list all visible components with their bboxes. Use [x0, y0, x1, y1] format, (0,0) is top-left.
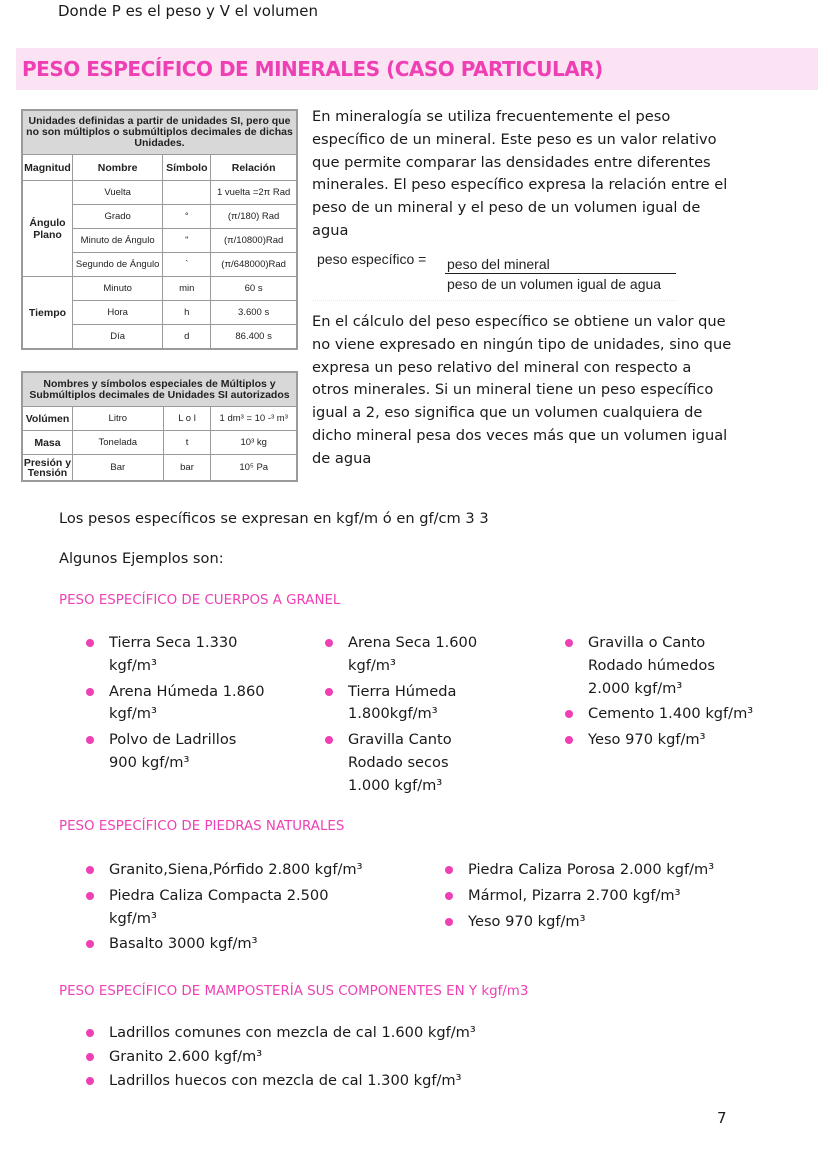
list-item: Gravilla Canto Rodado secos 1.000 kgf/m³: [324, 729, 494, 797]
table1-cell: 60 s: [211, 277, 297, 301]
list-item: Ladrillos comunes con mezcla de cal 1.600 kgf/m³: [85, 1022, 685, 1045]
si-units-table: [22, 110, 297, 349]
units-line: Los pesos específicos se expresan en kgf/m ó en gf/cm 3 3: [59, 510, 489, 527]
table1-cell: h: [163, 301, 211, 325]
specific-weight-formula: [313, 248, 676, 301]
section-title: PESO ESPECÍFICO DE MINERALES (CASO PARTICULAR): [22, 57, 603, 81]
table2-cell: Bar: [72, 455, 163, 481]
table2-cell: 10³ kg: [211, 431, 297, 455]
list-item: Tierra Seca 1.330 kgf/m³: [85, 632, 265, 678]
list-item: Gravilla o Canto Rodado húmedos 2.000 kgf/m³: [564, 632, 754, 700]
table1-caption: Unidades definidas a partir de unidades SI, pero que no son múltiplos o submúltiplos decimales de dichas Unidades.: [23, 111, 297, 155]
list-item: Arena Húmeda 1.860 kgf/m³: [85, 681, 265, 727]
table2-cell: t: [163, 431, 211, 455]
list-item: Granito,Siena,Pórfido 2.800 kgf/m³: [85, 859, 375, 882]
list-item: Mármol, Pizarra 2.700 kgf/m³: [444, 885, 734, 908]
subtitle-bulk-materials: PESO ESPECÍFICO DE CUERPOS A GRANEL: [59, 593, 341, 608]
table1-cell: ": [163, 229, 211, 253]
stones-list-col1: [85, 859, 375, 959]
subtitle-natural-stones: PESO ESPECÍFICO DE PIEDRAS NATURALES: [59, 819, 345, 834]
list-item: Piedra Caliza Compacta 2.500 kgf/m³: [85, 885, 375, 931]
table1-cell: 1 vuelta =2π Rad: [211, 181, 297, 205]
list-item: Tierra Húmeda 1.800kgf/m³: [324, 681, 494, 727]
table1-cell: Minuto: [72, 277, 162, 301]
table2-magnitud: Masa: [23, 431, 73, 455]
formula-numerator: peso del mineral: [447, 256, 550, 272]
table1-header-nombre: Nombre: [72, 155, 162, 181]
bulk-list-col1: [85, 632, 265, 778]
table2-cell: 1 dm³ = 10 -³ m³: [211, 407, 297, 431]
table1-cell: Segundo de Ángulo: [72, 253, 162, 277]
page-number: 7: [717, 1109, 727, 1127]
fraction-bar: [445, 273, 676, 274]
list-item: Yeso 970 kgf/m³: [564, 729, 754, 752]
table1-cell: d: [163, 325, 211, 349]
list-item: Polvo de Ladrillos 900 kgf/m³: [85, 729, 265, 775]
table2-cell: Litro: [72, 407, 163, 431]
table1-header-magnitud: Magnitud: [23, 155, 73, 181]
intro-line: Donde P es el peso y V el volumen: [58, 2, 318, 20]
table1-cell: [163, 181, 211, 205]
table2-cell: 10⁵ Pa: [211, 455, 297, 481]
list-item: Ladrillos huecos con mezcla de cal 1.300 kgf/m³: [85, 1070, 685, 1093]
table1-cell: Minuto de Ángulo: [72, 229, 162, 253]
list-item: Granito 2.600 kgf/m³: [85, 1046, 685, 1069]
examples-line: Algunos Ejemplos son:: [59, 550, 224, 567]
bulk-list-col3: [564, 632, 754, 755]
list-item: Cemento 1.400 kgf/m³: [564, 703, 754, 726]
table1-cell: 86.400 s: [211, 325, 297, 349]
table1-cell: `: [163, 253, 211, 277]
table1-cell: 3.600 s: [211, 301, 297, 325]
table1-header-relacion: Relación: [211, 155, 297, 181]
table1-cell: Hora: [72, 301, 162, 325]
masonry-list: [85, 1022, 685, 1093]
list-item: Basalto 3000 kgf/m³: [85, 933, 375, 956]
table1-magnitud-angulo: Ángulo Plano: [23, 181, 73, 277]
bulk-list-col2: [324, 632, 494, 801]
table1-cell: Día: [72, 325, 162, 349]
section-banner: [16, 48, 818, 90]
formula-label: peso específico =: [317, 251, 427, 267]
table1-magnitud-tiempo: Tiempo: [23, 277, 73, 349]
list-item: Yeso 970 kgf/m³: [444, 911, 734, 934]
table2-magnitud: Volúmen: [23, 407, 73, 431]
table1-cell: Grado: [72, 205, 162, 229]
subtitle-masonry: PESO ESPECÍFICO DE MAMPOSTERÍA SUS COMPONENTES EN Y kgf/m3: [59, 984, 529, 999]
table2-caption: Nombres y símbolos especiales de Múltiplos y Submúltiplos decimales de Unidades SI autorizados: [23, 373, 297, 407]
table1-cell: min: [163, 277, 211, 301]
list-item: Piedra Caliza Porosa 2.000 kgf/m³: [444, 859, 734, 882]
table1-header-simbolo: Símbolo: [163, 155, 211, 181]
paragraph-definition: En mineralogía se utiliza frecuentemente el peso específico de un mineral. Este peso es un valor relativo que permite comparar las densidades entre diferentes minerales. El peso específico expresa la relación entre el peso de un mineral y el peso de un volumen igual de agua: [312, 108, 728, 239]
list-item: Arena Seca 1.600 kgf/m³: [324, 632, 494, 678]
table2-cell: bar: [163, 455, 211, 481]
formula-denominator: peso de un volumen igual de agua: [447, 276, 662, 292]
table1-cell: Vuelta: [72, 181, 162, 205]
paragraph-explanation: En el cálculo del peso específico se obtiene un valor que no viene expresado en ningún tipo de unidades, sino que expresa un peso relativo del mineral con respecto a otros minerales. Si un mineral tiene un peso específico igual a 2, eso significa que un volumen cualquiera de dicho mineral pesa dos veces más que un volumen igual de agua: [312, 313, 732, 467]
table1-cell: (π/648000)Rad: [211, 253, 297, 277]
table1-cell: (π/180) Rad: [211, 205, 297, 229]
si-multiples-table: [22, 372, 297, 481]
table2-magnitud: Presión y Tensión: [23, 456, 72, 479]
table2-cell: L o l: [163, 407, 211, 431]
table1-cell: (π/10800)Rad: [211, 229, 297, 253]
table1-cell: °: [163, 205, 211, 229]
table2-cell: Tonelada: [72, 431, 163, 455]
stones-list-col2: [444, 859, 734, 936]
